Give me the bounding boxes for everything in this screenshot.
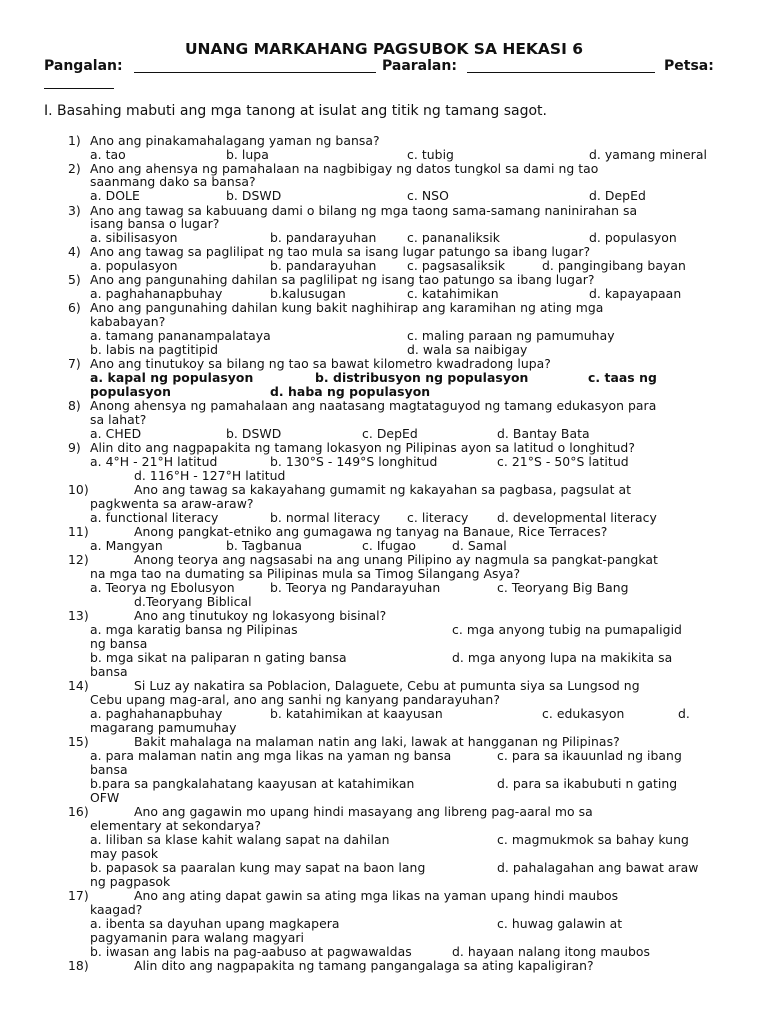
answer-option: d. Bantay Bata [497, 426, 590, 441]
answer-option: d. hayaan nalang itong maubos [452, 944, 651, 959]
question-number: 17) [68, 888, 89, 903]
answer-option: d. wala sa naibigay [407, 342, 528, 357]
answer-option: c. para sa ikauunlad ng ibang [497, 748, 682, 763]
answer-option: b. Teorya ng Pandarayuhan [270, 580, 441, 595]
answer-option: c. magmukmok sa bahay kung [497, 832, 689, 847]
answer-option: d. Samal [452, 538, 507, 553]
question-text: Si Luz ay nakatira sa Poblacion, Dalaguete, Cebu at pumunta siya sa Lungsod ng [134, 678, 640, 693]
question-number: 9) [68, 440, 81, 455]
answer-option: a. 4°H - 21°H latitud [90, 454, 218, 469]
answer-option: b. pandarayuhan [270, 258, 377, 273]
question-text: isang bansa o lugar? [90, 216, 220, 231]
question-text: Ano ang tinutukoy sa bilang ng tao sa bawat kilometro kwadradong lupa? [90, 356, 551, 371]
answer-option: c. NSO [407, 188, 449, 203]
question-number: 10) [68, 482, 89, 497]
question-number: 11) [68, 524, 89, 539]
question-text: sa lahat? [90, 412, 147, 427]
answer-option: a. functional literacy [90, 510, 219, 525]
answer-option: c. Teoryang Big Bang [497, 580, 629, 595]
answer-option: populasyon [90, 384, 171, 399]
school-label: Paaralan: [382, 58, 457, 74]
answer-option: a. liliban sa klase kahit walang sapat na dahilan [90, 832, 390, 847]
answer-option: c. huwag galawin at [497, 916, 623, 931]
answer-option: d. mga anyong lupa na makikita sa [452, 650, 673, 665]
question-number: 18) [68, 958, 89, 973]
answer-option: c. Ifugao [362, 538, 417, 553]
answer-option: b. Tagbanua [226, 538, 303, 553]
answer-option: OFW [90, 790, 120, 805]
question-text: Ano ang tawag sa kakayahang gumamit ng kakayahan sa pagbasa, pagsulat at [134, 482, 632, 497]
question-text: Cebu upang mag-aral, ano ang sanhi ng kanyang pandarayuhan? [90, 692, 500, 707]
question-text: kaagad? [90, 902, 143, 917]
answer-option: c. pagsasaliksik [407, 258, 506, 273]
answer-option: c. mga anyong tubig na pumapaligid [452, 622, 682, 637]
question-number: 2) [68, 161, 81, 176]
answer-option: bansa [90, 664, 128, 679]
question-number: 15) [68, 734, 89, 749]
answer-option: c. DepEd [362, 426, 418, 441]
answer-option: a. Mangyan [90, 538, 163, 553]
answer-option: b. distribusyon ng populasyon [315, 370, 529, 385]
answer-option: ng bansa [90, 636, 148, 651]
answer-option: a. paghahanapbuhay [90, 706, 223, 721]
answer-option: d. developmental literacy [497, 510, 657, 525]
question-text: elementary at sekondarya? [90, 818, 261, 833]
answer-option: b. 130°S - 149°S longhitud [270, 454, 438, 469]
answer-option: a. Teorya ng Ebolusyon [90, 580, 235, 595]
answer-option: a. sibilisasyon [90, 230, 178, 245]
answer-option: c. taas ng [588, 370, 657, 385]
question-text: Ano ang pinakamahalagang yaman ng bansa? [90, 133, 380, 148]
answer-option: a. paghahanapbuhay [90, 286, 223, 301]
question-text: Ano ang pangunahing dahilan sa paglilipat ng isang tao patungo sa ibang lugar? [90, 272, 595, 287]
question-number: 4) [68, 244, 81, 259]
question-text: Ano ang tinutukoy ng lokasyong bisinal? [134, 608, 387, 623]
question-text: Ano ang ating dapat gawin sa ating mga likas na yaman upang hindi maubos [134, 888, 619, 903]
answer-option: b. DSWD [226, 426, 282, 441]
answer-option: c. edukasyon [542, 706, 625, 721]
question-number: 1) [68, 133, 81, 148]
answer-option: may pasok [90, 846, 159, 861]
answer-option: d.Teoryang Biblical [134, 594, 252, 609]
answer-option: c. literacy [407, 510, 469, 525]
question-number: 13) [68, 608, 89, 623]
question-text: kababayan? [90, 314, 166, 329]
answer-option: b. iwasan ang labis na pag-aabuso at pagwawaldas [90, 944, 412, 959]
question-text: na mga tao na dumating sa Pilipinas mula sa Timog Silangang Asya? [90, 566, 521, 581]
school-blank[interactable] [467, 72, 655, 73]
answer-option: b. normal literacy [270, 510, 381, 525]
answer-option: b. katahimikan at kaayusan [270, 706, 443, 721]
answer-option: d. para sa ikabubuti n gating [497, 776, 678, 791]
question-text: Ano ang ahensya ng pamahalaan na nagbibigay ng datos tungkol sa dami ng tao [90, 161, 599, 176]
answer-option: d. yamang mineral [589, 147, 707, 162]
answer-option: a. DOLE [90, 188, 140, 203]
answer-option: b. DSWD [226, 188, 282, 203]
answer-option: d. kapayapaan [589, 286, 682, 301]
answer-option: d. pangingibang bayan [542, 258, 686, 273]
answer-option: a. para malaman natin ang mga likas na yaman ng bansa [90, 748, 452, 763]
question-number: 6) [68, 300, 81, 315]
question-text: Anong ahensya ng pamahalaan ang naatasang magtataguyod ng tamang edukasyon para [90, 398, 657, 413]
answer-option: pagyamanin para walang magyari [90, 930, 304, 945]
name-label: Pangalan: [44, 58, 123, 74]
question-text: Ano ang tawag sa kabuuang dami o bilang ng mga taong sama-samang naninirahan sa [90, 203, 638, 218]
answer-option: a. kapal ng populasyon [90, 370, 254, 385]
answer-option: b.kalusugan [270, 286, 346, 301]
answer-option: magarang pamumuhay [90, 720, 237, 735]
answer-option: c. maling paraan ng pamumuhay [407, 328, 615, 343]
question-number: 5) [68, 272, 81, 287]
question-number: 14) [68, 678, 89, 693]
answer-option: bansa [90, 762, 128, 777]
answer-option: b. lupa [226, 147, 269, 162]
question-text: Anong teorya ang nagsasabi na ang unang Pilipino ay nagmula sa pangkat-pangkat [134, 552, 658, 567]
answer-option: b. mga sikat na paliparan n gating bansa [90, 650, 347, 665]
question-text: Alin dito ang nagpapakita ng tamang pangangalaga sa ating kapaligiran? [134, 958, 594, 973]
answer-option: ng pagpasok [90, 874, 171, 889]
question-number: 12) [68, 552, 89, 567]
answer-option: b. pandarayuhan [270, 230, 377, 245]
answer-option: d. pahalagahan ang bawat araw [497, 860, 699, 875]
answer-option: c. pananaliksik [407, 230, 500, 245]
date-blank[interactable] [44, 88, 114, 89]
name-blank[interactable] [134, 72, 376, 73]
question-text: Ano ang pangunahing dahilan kung bakit naghihirap ang karamihan ng ating mga [90, 300, 604, 315]
answer-option: b. labis na pagtitipid [90, 342, 219, 357]
answer-option: d. haba ng populasyon [270, 384, 431, 399]
question-text: Alin dito ang nagpapakita ng tamang lokasyon ng Pilipinas ayon sa latitud o longhitud? [90, 440, 635, 455]
answer-option: a. tamang pananampalataya [90, 328, 271, 343]
answer-option: b. papasok sa paaralan kung may sapat na baon lang [90, 860, 426, 875]
answer-option: b.para sa pangkalahatang kaayusan at katahimikan [90, 776, 415, 791]
question-text: saanmang dako sa bansa? [90, 174, 256, 189]
answer-option: a. CHED [90, 426, 142, 441]
question-text: Ano ang tawag sa paglilipat ng tao mula sa isang lugar patungo sa ibang lugar? [90, 244, 591, 259]
question-text: Anong pangkat-etniko ang gumagawa ng tanyag na Banaue, Rice Terraces? [134, 524, 608, 539]
question-number: 7) [68, 356, 81, 371]
question-number: 8) [68, 398, 81, 413]
answer-option: d. 116°H - 127°H latitud [134, 468, 286, 483]
answer-option: a. mga karatig bansa ng Pilipinas [90, 622, 298, 637]
answer-option: a. tao [90, 147, 126, 162]
answer-option: c. katahimikan [407, 286, 499, 301]
answer-option: d. populasyon [589, 230, 677, 245]
answer-option: d. [678, 706, 690, 721]
date-label: Petsa: [664, 58, 714, 74]
instruction: I. Basahing mabuti ang mga tanong at isulat ang titik ng tamang sagot. [44, 103, 547, 119]
answer-option: d. DepEd [589, 188, 646, 203]
answer-option: c. tubig [407, 147, 454, 162]
question-text: Bakit mahalaga na malaman natin ang laki, lawak at hangganan ng Pilipinas? [134, 734, 620, 749]
question-number: 16) [68, 804, 89, 819]
answer-option: c. 21°S - 50°S latitud [497, 454, 629, 469]
question-text: pagkwenta sa araw-araw? [90, 496, 254, 511]
answer-option: a. populasyon [90, 258, 178, 273]
exam-title: UNANG MARKAHANG PAGSUBOK SA HEKASI 6 [184, 40, 584, 58]
answer-option: a. ibenta sa dayuhan upang magkapera [90, 916, 340, 931]
question-text: Ano ang gagawin mo upang hindi masayang ang libreng pag-aaral mo sa [134, 804, 593, 819]
question-number: 3) [68, 203, 81, 218]
